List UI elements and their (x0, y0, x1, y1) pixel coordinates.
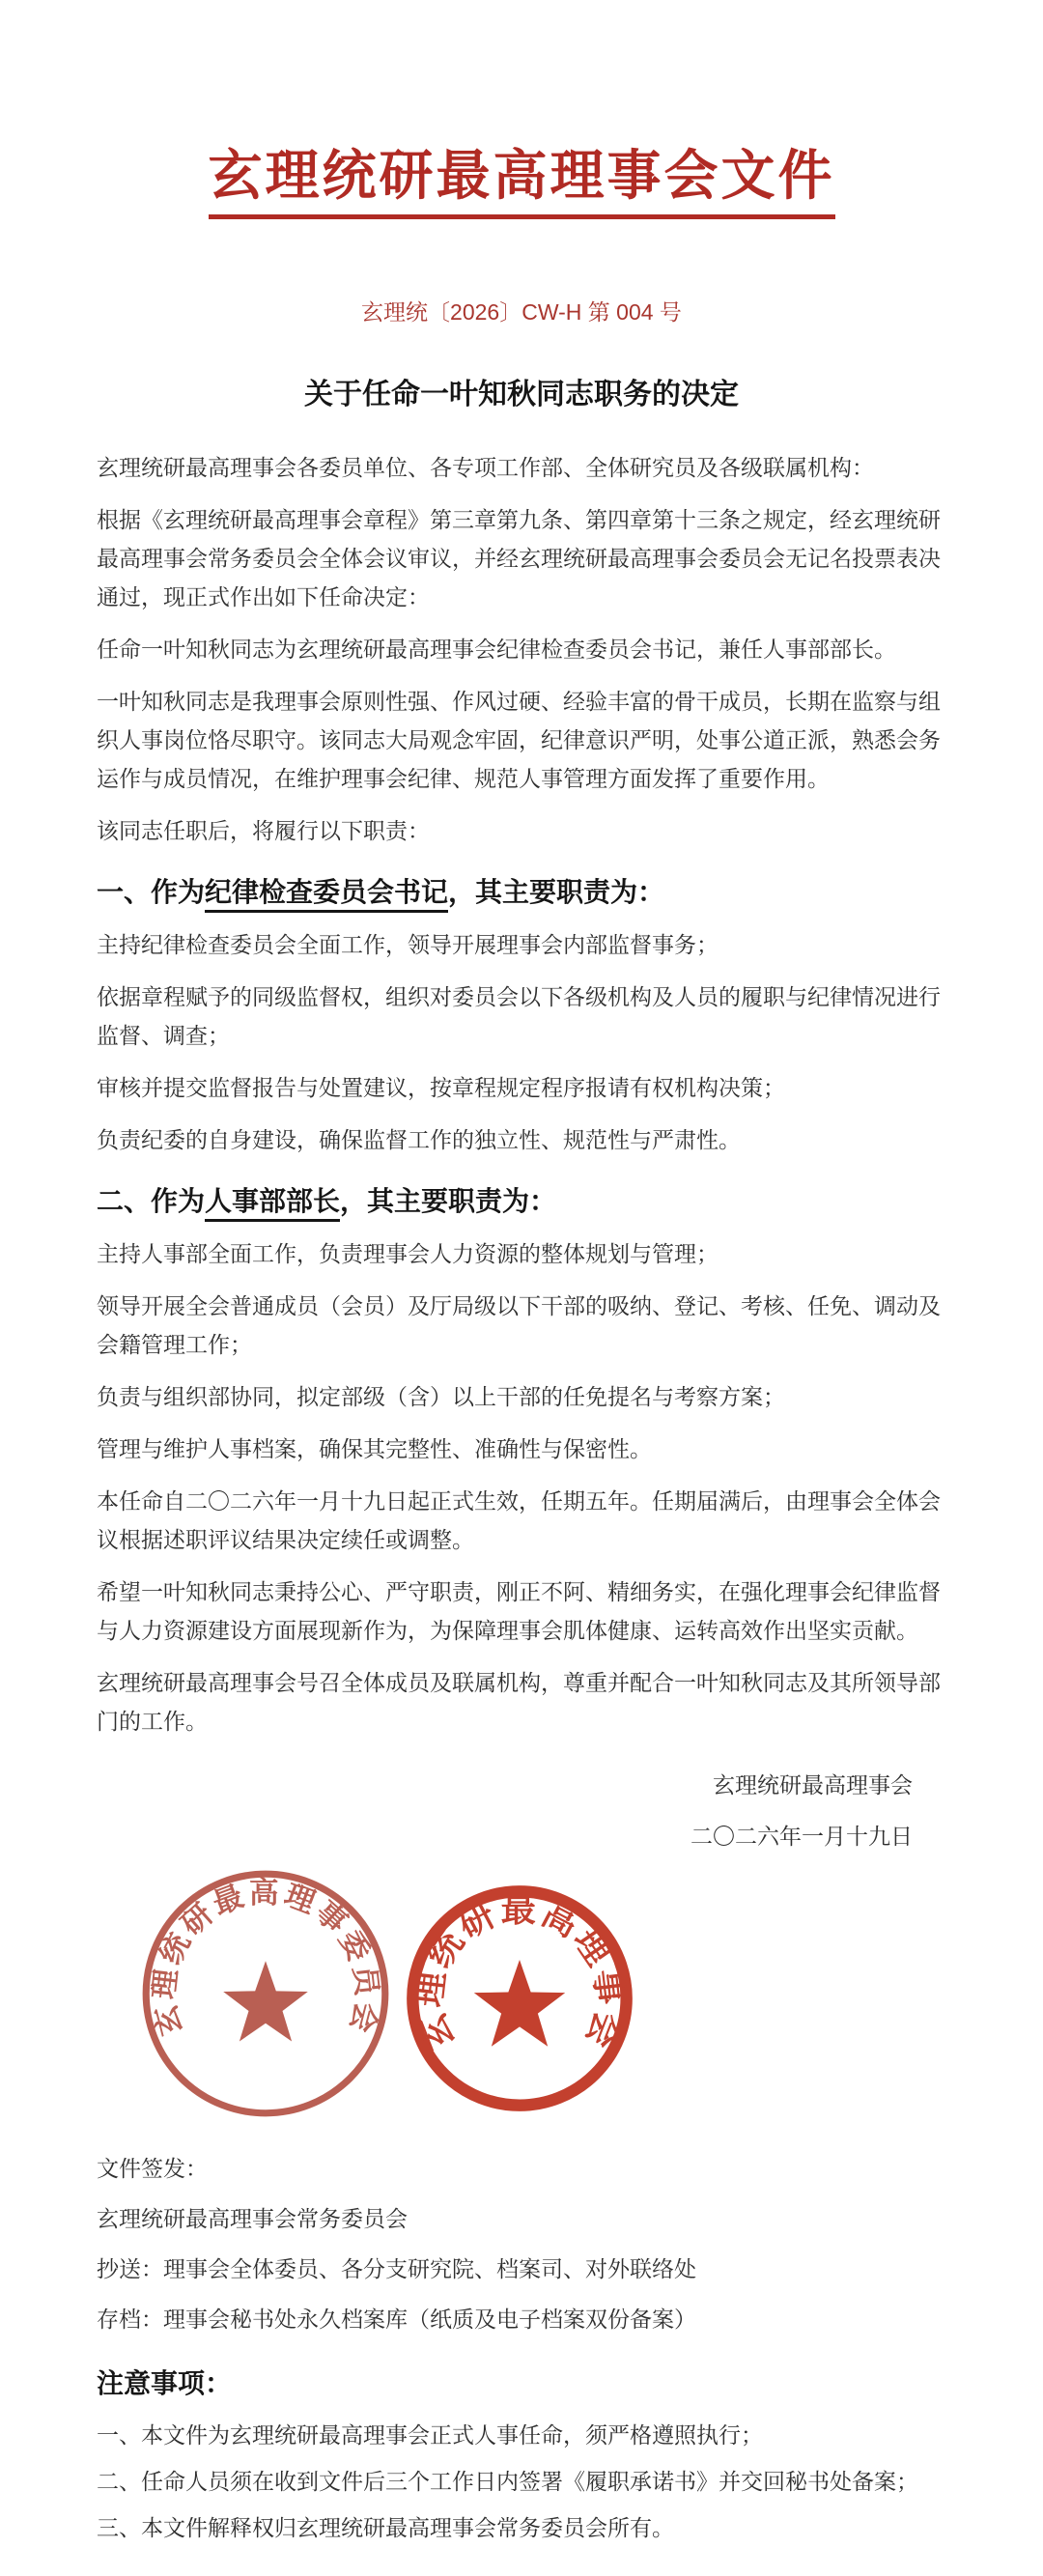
note-item: 三、本文件解释权归玄理统研最高理事会常务委员会所有。 (97, 2515, 674, 2541)
duty-item: 领导开展全会普通成员（会员）及厅局级以下干部的吸纳、登记、考核、任免、调动及会籍管理工作； (97, 1293, 941, 1358)
note-item: 二、任命人员须在收到文件后三个工作日内签署《履职承诺书》并交回秘书处备案； (97, 2469, 918, 2495)
seal-arc-text: 玄理统研最高理事会 (409, 1889, 631, 2056)
document-body (97, 448, 946, 1741)
salutation: 玄理统研最高理事会各委员单位、各专项工作部、全体研究员及各级联属机构： (97, 455, 874, 481)
section-heading-underlined-term: 人事部部长 (205, 1186, 340, 1222)
closing-paragraph: 玄理统研最高理事会号召全体成员及联属机构，尊重并配合一叶知秋同志及其所领导部门的工作。 (97, 1670, 941, 1735)
star-icon (223, 1962, 308, 2042)
star-icon (474, 1960, 565, 2047)
note-item: 一、本文件为玄理统研最高理事会正式人事任命，须严格遵照执行； (97, 2422, 763, 2449)
signature-block (97, 1766, 946, 1855)
closing-paragraph: 本任命自二〇二六年一月十九日起正式生效，任期五年。任期届满后，由理事会全体会议根据述职评议结果决定续任或调整。 (97, 1488, 941, 1553)
intro-paragraph: 一叶知秋同志是我理事会原则性强、作风过硬、经验丰富的骨干成员，长期在监察与组织人事岗位恪尽职守。该同志大局观念牢固，纪律意识严明，处事公道正派，熟悉会务运作与成员情况，在维护理事会纪律、规范人事管理方面发挥了重要作用。 (97, 689, 941, 792)
intro-paragraph: 根据《玄理统研最高理事会章程》第三章第九条、第四章第十三条之规定，经玄理统研最高理事会常务委员会全体会议审议，并经玄理统研最高理事会委员会无记名投票表决通过，现正式作出如下任命决定： (97, 507, 941, 610)
duty-item: 依据章程赋予的同级监督权，组织对委员会以下各级机构及人员的履职与纪律情况进行监督、调查； (97, 984, 941, 1049)
issue-label: 文件签发： (97, 2156, 208, 2182)
duty-item: 管理与维护人事档案，确保其完整性、准确性与保密性。 (97, 1436, 652, 1462)
section-heading-suffix: ，其主要职责为： (448, 877, 665, 908)
doc-subject-title: 关于任命一叶知秋同志职务的决定 (304, 379, 739, 411)
archive-line: 存档：理事会秘书处永久档案库（纸质及电子档案双份备案） (97, 2307, 696, 2333)
document-footer (97, 2153, 946, 2543)
closing-paragraph: 希望一叶知秋同志秉持公心、严守职责，刚正不阿、精细务实，在强化理事会纪律监督与人力资源建设方面展现新作为，为保障理事会肌体健康、运转高效作出坚实贡献。 (97, 1579, 941, 1644)
intro-paragraph: 该同志任职后，将履行以下职责： (97, 818, 430, 844)
section-heading-prefix: 一、作为 (97, 877, 206, 908)
official-seals (137, 1865, 946, 2126)
duty-item: 负责纪委的自身建设，确保监督工作的独立性、规范性与严肃性。 (97, 1127, 741, 1153)
issuing-authority-signature: 玄理统研最高理事会 (713, 1772, 913, 1798)
seal-arc-text: 玄理统研最高理事委员会 (146, 1876, 385, 2040)
signature-date: 二〇二六年一月十九日 (691, 1824, 913, 1850)
cc-line: 抄送：理事会全体委员、各分支研究院、档案司、对外联络处 (97, 2256, 696, 2282)
doc-number: 玄理统〔2026〕CW-H 第 004 号 (361, 299, 682, 326)
seal-committee-stamp (137, 1865, 394, 2122)
section-heading-prefix: 二、作为 (97, 1186, 206, 1217)
duty-item: 审核并提交监督报告与处置建议，按章程规定程序报请有权机构决策； (97, 1075, 785, 1101)
intro-paragraph: 任命一叶知秋同志为玄理统研最高理事会纪律检查委员会书记，兼任人事部部长。 (97, 637, 896, 663)
issuer: 玄理统研最高理事会常务委员会 (97, 2206, 408, 2232)
duty-item: 主持人事部全面工作，负责理事会人力资源的整体规划与管理； (97, 1241, 719, 1267)
page-title: 玄理统研最高理事会文件 (209, 145, 835, 219)
section-heading-discipline (97, 875, 946, 910)
duty-item: 主持纪律检查委员会全面工作，领导开展理事会内部监督事务； (97, 932, 719, 958)
section-heading-underlined-term: 纪律检查委员会书记 (205, 877, 448, 913)
section-heading-suffix: ，其主要职责为： (340, 1186, 557, 1217)
seal-council-stamp (400, 1879, 639, 2118)
document-header (97, 145, 946, 219)
section-heading-personnel (97, 1184, 946, 1219)
duty-item: 负责与组织部协同，拟定部级（含）以上干部的任免提名与考察方案； (97, 1384, 785, 1410)
notes-heading: 注意事项： (97, 2368, 233, 2399)
